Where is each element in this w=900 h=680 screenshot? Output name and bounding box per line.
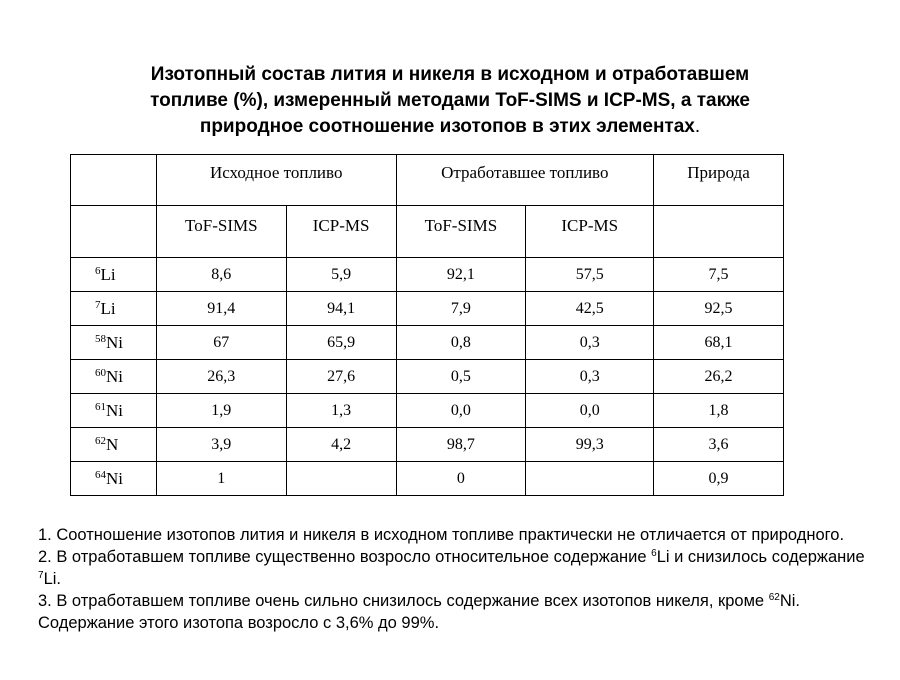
cell-spent-tof-sims: 92,1 (396, 258, 526, 292)
cell-spent-tof-sims: 7,9 (396, 292, 526, 326)
isotope-mass-number: 62 (95, 434, 106, 447)
table-row (71, 428, 784, 462)
cell-initial-tof-sims: 3,9 (156, 428, 286, 462)
cell-initial-icp-ms: 27,6 (286, 360, 396, 394)
cell-initial-tof-sims: 1,9 (156, 394, 286, 428)
cell-spent-tof-sims: 98,7 (396, 428, 526, 462)
isotope-element: Ni (106, 332, 123, 352)
header-nature: Природа (654, 155, 784, 206)
cell-spent-icp-ms: 0,3 (526, 360, 654, 394)
conclusion-2 (38, 546, 878, 590)
header-spent-fuel: Отработавшее топливо (396, 155, 654, 206)
conclusions (38, 524, 878, 634)
table-row (71, 462, 784, 496)
header-empty-corner (71, 155, 157, 206)
table-row (71, 258, 784, 292)
conclusion-3-text-a: 3. В отработавшем топливе очень сильно снизилось содержание всех изотопов никеля, кроме (38, 592, 769, 610)
isotope-label (71, 360, 157, 394)
isotope-element: Ni (106, 400, 123, 420)
cell-initial-tof-sims: 26,3 (156, 360, 286, 394)
cell-spent-tof-sims: 0,0 (396, 394, 526, 428)
isotope-element: Li (100, 298, 116, 318)
isotope-table (70, 154, 784, 496)
title-line-2: топливе (%), измеренный методами ToF-SIMS и ICP-MS, а также (150, 90, 750, 111)
isotope-element: Li (100, 264, 116, 284)
conclusion-2-text-b: Li и снизилось содержание (656, 548, 865, 566)
header-spent-tof-sims: ToF-SIMS (396, 206, 526, 258)
cell-initial-icp-ms: 5,9 (286, 258, 396, 292)
table-row (71, 292, 784, 326)
cell-nature: 7,5 (654, 258, 784, 292)
isotope-element: Ni (106, 366, 123, 386)
title-line-1: Изотопный состав лития и никеля в исходном и отработавшем (150, 64, 750, 85)
isotope-label (71, 326, 157, 360)
cell-initial-icp-ms: 1,3 (286, 394, 396, 428)
cell-initial-icp-ms: 94,1 (286, 292, 396, 326)
cell-nature: 26,2 (654, 360, 784, 394)
cell-initial-tof-sims: 91,4 (156, 292, 286, 326)
conclusion-3 (38, 590, 878, 634)
isotope-mass-number: 60 (95, 366, 106, 379)
cell-initial-tof-sims: 67 (156, 326, 286, 360)
header-initial-icp-ms: ICP-MS (286, 206, 396, 258)
cell-spent-tof-sims: 0 (396, 462, 526, 496)
conclusion-2-superscript-1: 6 (651, 548, 657, 559)
conclusion-3-text-b: Ni. Содержание этого изотопа возросло с 3,6% до 99%. (38, 592, 800, 632)
cell-nature: 68,1 (654, 326, 784, 360)
isotope-label (71, 394, 157, 428)
isotope-mass-number: 6 (95, 264, 101, 277)
conclusion-2-superscript-2: 7 (38, 570, 44, 581)
isotope-element: N (106, 434, 119, 454)
header-empty-label (71, 206, 157, 258)
cell-nature: 1,8 (654, 394, 784, 428)
isotope-label (71, 462, 157, 496)
title-period: . (694, 116, 701, 137)
header-initial-fuel: Исходное топливо (156, 155, 396, 206)
isotope-mass-number: 7 (95, 298, 101, 311)
cell-initial-tof-sims: 8,6 (156, 258, 286, 292)
cell-spent-icp-ms: 0,3 (526, 326, 654, 360)
header-nature-empty (654, 206, 784, 258)
conclusion-2-text-c: Li. (43, 570, 61, 588)
isotope-label (71, 292, 157, 326)
cell-spent-icp-ms: 57,5 (526, 258, 654, 292)
title-line-3-text: природное соотношение изотопов в этих элементах (199, 116, 695, 137)
document-title (40, 62, 860, 140)
isotope-element: Ni (106, 468, 123, 488)
table-row (71, 394, 784, 428)
cell-spent-tof-sims: 0,8 (396, 326, 526, 360)
conclusion-1: 1. Соотношение изотопов лития и никеля в исходном топливе практически не отличается от природного. (38, 526, 845, 544)
cell-spent-icp-ms: 0,0 (526, 394, 654, 428)
conclusion-3-superscript: 62 (768, 592, 780, 603)
header-spent-icp-ms: ICP-MS (526, 206, 654, 258)
isotope-mass-number: 61 (95, 400, 106, 413)
title-line-3 (40, 114, 860, 140)
table-row (71, 360, 784, 394)
isotope-label (71, 428, 157, 462)
table-header-row-methods (71, 206, 784, 258)
cell-spent-icp-ms (526, 462, 654, 496)
cell-initial-icp-ms: 65,9 (286, 326, 396, 360)
cell-nature: 92,5 (654, 292, 784, 326)
cell-spent-icp-ms: 42,5 (526, 292, 654, 326)
table-body (71, 258, 784, 496)
cell-nature: 3,6 (654, 428, 784, 462)
cell-initial-icp-ms (286, 462, 396, 496)
header-initial-tof-sims: ToF-SIMS (156, 206, 286, 258)
isotope-label (71, 258, 157, 292)
cell-nature: 0,9 (654, 462, 784, 496)
isotope-mass-number: 58 (95, 332, 106, 345)
cell-initial-icp-ms: 4,2 (286, 428, 396, 462)
isotope-mass-number: 64 (95, 468, 106, 481)
cell-spent-tof-sims: 0,5 (396, 360, 526, 394)
table-header-row-groups (71, 155, 784, 206)
table-row (71, 326, 784, 360)
cell-initial-tof-sims: 1 (156, 462, 286, 496)
conclusion-2-text-a: 2. В отработавшем топливе существенно возросло относительное содержание (38, 548, 652, 566)
cell-spent-icp-ms: 99,3 (526, 428, 654, 462)
